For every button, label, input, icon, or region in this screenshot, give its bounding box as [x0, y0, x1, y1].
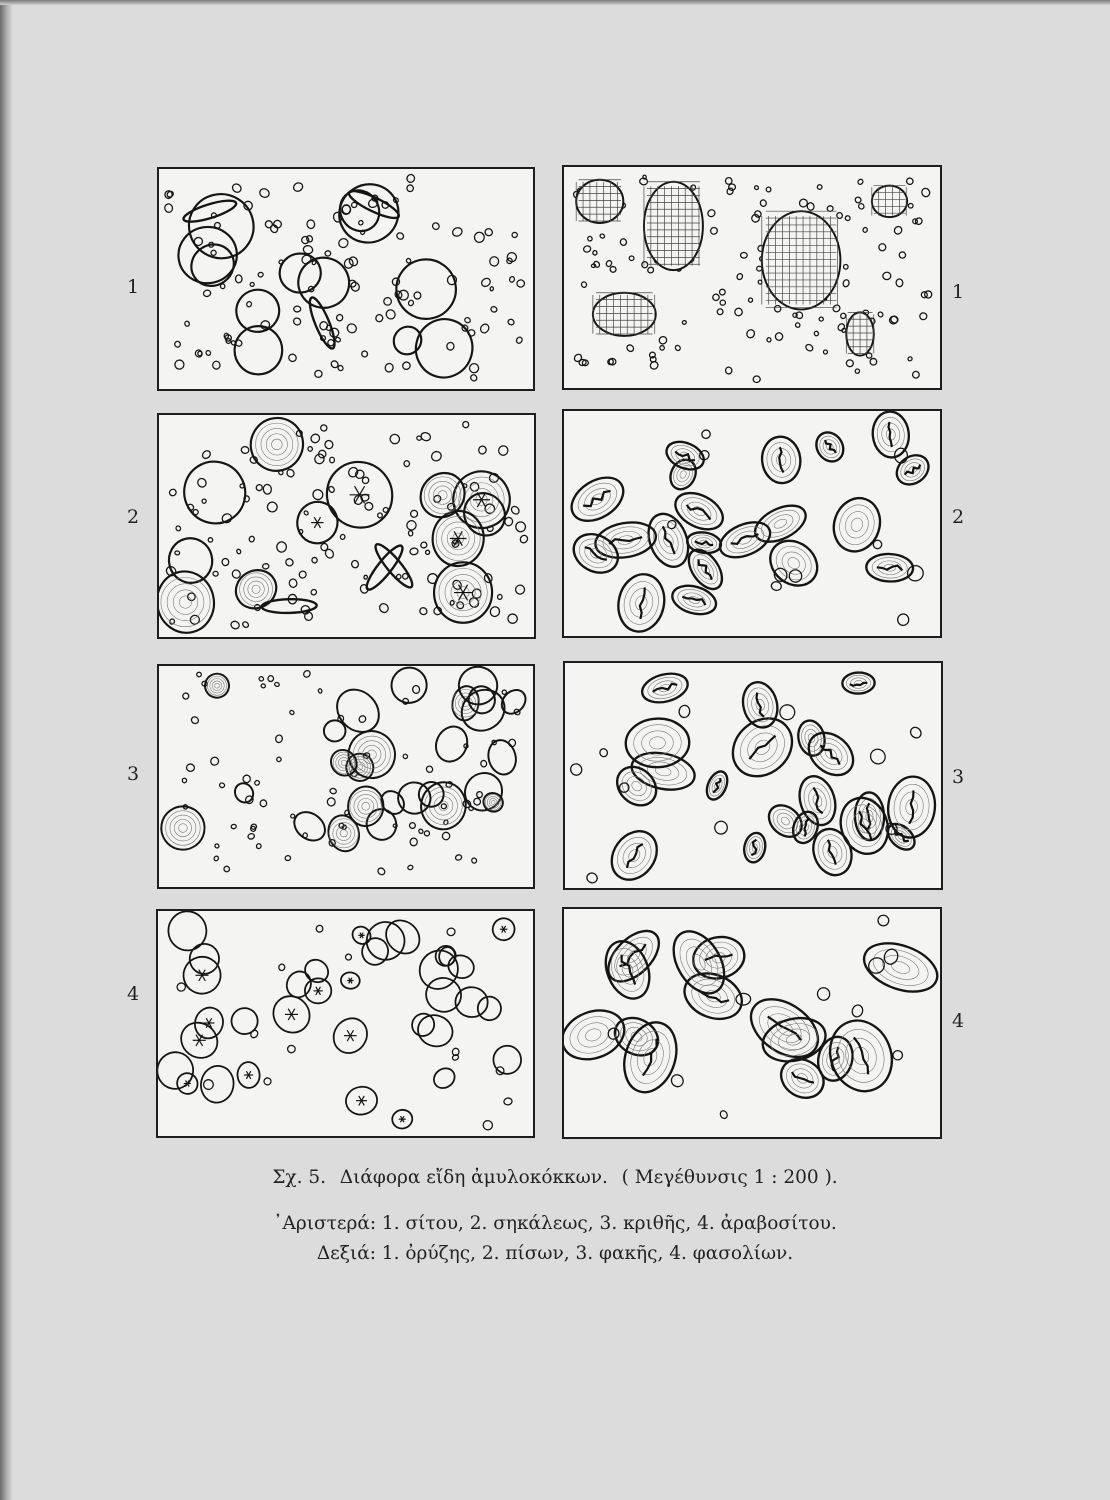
- starch-grains-rye: [159, 415, 534, 637]
- plate-right-1: [562, 165, 942, 390]
- right-row-number-4: 4: [951, 1010, 965, 1032]
- left-row-number-2: 2: [126, 506, 140, 528]
- caption-left-key: ᾿Αριστερά: 1. σίτου, 2. σηκάλεως, 3. κριθῆς, 4. ἀραβοσίτου.: [273, 1213, 837, 1234]
- plate-left-2: [157, 413, 536, 639]
- starch-grains-wheat: [159, 169, 533, 389]
- right-row-number-2: 2: [951, 506, 965, 528]
- figure-title: Διάφορα εἴδη ἀμυλοκόκκων.: [339, 1167, 608, 1188]
- right-row-number-3: 3: [951, 766, 965, 788]
- plate-left-3: [157, 664, 535, 889]
- starch-grains-rice: [564, 167, 940, 388]
- plate-left-4: [156, 909, 535, 1138]
- page-binding-edge: [0, 0, 12, 1500]
- plate-right-4: [562, 907, 942, 1139]
- plate-right-2: [562, 409, 942, 638]
- right-row-number-1: 1: [951, 281, 965, 303]
- starch-grains-barley: [159, 666, 533, 887]
- figure-magnification: ( Μεγέθυνσις 1 : 200 ).: [621, 1167, 838, 1188]
- figure-label: Σχ. 5.: [272, 1167, 327, 1188]
- plate-left-1: [157, 167, 535, 391]
- starch-grains-lentil: [565, 663, 941, 888]
- plate-right-3: [563, 661, 943, 890]
- starch-grains-pea: [564, 411, 940, 636]
- figure-caption: [0, 1167, 1110, 1188]
- caption-right-key: Δεξιά: 1. ὀρύζης, 2. πίσων, 3. φακῆς, 4. φασολίων.: [316, 1243, 794, 1264]
- left-row-number-4: 4: [126, 983, 140, 1005]
- left-row-number-1: 1: [126, 276, 140, 298]
- left-row-number-3: 3: [126, 763, 140, 785]
- starch-grains-maize: [158, 911, 533, 1136]
- starch-grains-bean: [564, 909, 940, 1137]
- page-top-edge: [0, 0, 1110, 5]
